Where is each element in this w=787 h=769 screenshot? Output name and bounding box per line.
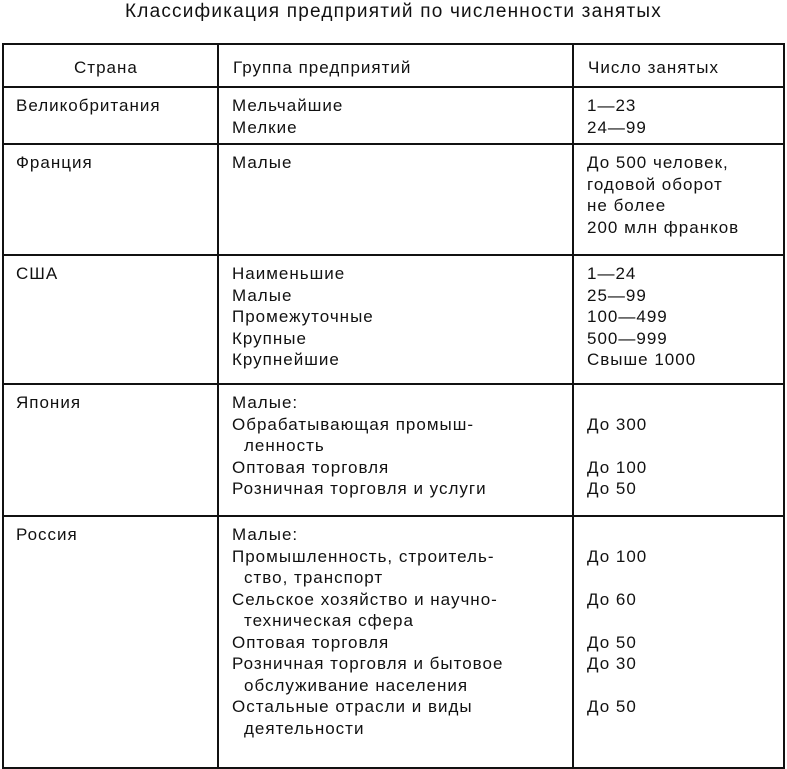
count-line: Свыше 1000	[587, 350, 697, 369]
table-row	[3, 384, 784, 516]
count-line: До 50	[587, 479, 637, 498]
count-cell	[573, 516, 784, 768]
count-line: До 100	[587, 457, 648, 477]
count-line: До 50	[587, 697, 637, 716]
header-group: Группа предприятий	[218, 44, 573, 87]
count-line: 200 млн франков	[587, 217, 740, 237]
count-line: 100—499	[587, 307, 668, 326]
group-line: Остальные отрасли и виды	[232, 697, 473, 716]
count-line: 500—999	[587, 328, 668, 348]
group-line: Промежуточные	[232, 307, 374, 326]
table-row	[3, 516, 784, 768]
header-count: Число занятых	[573, 44, 784, 87]
document-title: Классификация предприятий по численности занятых	[125, 1, 662, 22]
count-line: До 500 человек,	[587, 153, 729, 172]
table-row	[3, 255, 784, 384]
group-cell	[218, 516, 573, 768]
country-cell: Франция	[3, 144, 218, 255]
group-line: Мельчайшие	[232, 96, 344, 115]
count-cell	[573, 255, 784, 384]
group-line: Розничная торговля и услуги	[232, 479, 487, 498]
count-line: До 30	[587, 654, 637, 673]
header-country: Страна	[3, 44, 218, 87]
group-cell	[218, 384, 573, 516]
count-line: До 60	[587, 589, 637, 609]
group-line: обслуживание населения	[244, 675, 469, 695]
group-line: Малые:	[232, 525, 299, 544]
country-cell: Япония	[3, 384, 218, 516]
group-line: ленность	[244, 436, 325, 455]
table-row	[3, 144, 784, 255]
group-line: Промышленность, строитель-	[232, 546, 495, 566]
group-line: Малые	[232, 285, 293, 305]
group-cell	[218, 144, 573, 255]
count-line: 1—23	[587, 96, 637, 115]
count-line: годовой оборот	[587, 174, 723, 194]
group-line: Малые	[232, 153, 293, 172]
group-line: Крупные	[232, 328, 307, 348]
group-line: Мелкие	[232, 117, 298, 137]
table-header-row	[3, 44, 784, 87]
group-line: деятельности	[244, 718, 365, 738]
group-line: техническая сфера	[244, 611, 414, 630]
count-line: До 300	[587, 414, 648, 434]
count-cell	[573, 144, 784, 255]
group-line: Обрабатывающая промыш-	[232, 414, 475, 434]
group-line: Оптовая торговля	[232, 457, 390, 477]
count-line: не более	[587, 196, 667, 215]
group-cell	[218, 87, 573, 144]
country-cell: США	[3, 255, 218, 384]
group-line: Розничная торговля и бытовое	[232, 654, 504, 673]
group-line: Крупнейшие	[232, 350, 340, 369]
group-line: Малые:	[232, 393, 299, 412]
group-line: Наименьшие	[232, 264, 346, 283]
group-line: Оптовая торговля	[232, 632, 390, 652]
group-line: ство, транспорт	[244, 568, 384, 587]
count-line: 1—24	[587, 264, 637, 283]
country-cell: Великобритания	[3, 87, 218, 144]
group-cell	[218, 255, 573, 384]
classification-table	[2, 43, 785, 769]
count-line: 24—99	[587, 117, 647, 137]
count-cell	[573, 384, 784, 516]
group-line: Сельское хозяйство и научно-	[232, 589, 498, 609]
count-line: До 50	[587, 632, 637, 652]
count-line: До 100	[587, 546, 648, 566]
count-line: 25—99	[587, 285, 647, 305]
count-cell	[573, 87, 784, 144]
table-row	[3, 87, 784, 144]
country-cell: Россия	[3, 516, 218, 768]
